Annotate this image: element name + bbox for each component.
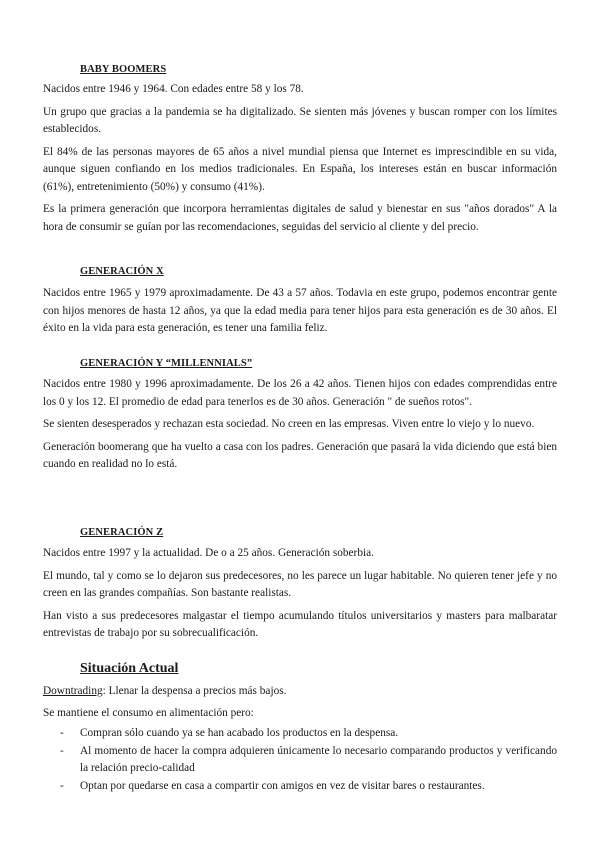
paragraph-downtrading — [43, 683, 557, 701]
heading-situacion-actual: Situación Actual — [80, 661, 179, 676]
list-item: - Al momento de hacer la compra adquieren únicamente lo necesario comparando productos y verificando la relación precio-calidad — [60, 744, 557, 774]
paragraph: Nacidos entre 1946 y 1964. Con edades entre 58 y los 78. — [43, 83, 304, 95]
paragraph: Han visto a sus predecesores malgastar el tiempo acumulando títulos universitarios y masters para malbaratar entrevistas de trabajo por su sobrecualificación. — [43, 609, 557, 639]
heading-baby-boomers: BABY BOOMERS — [80, 64, 167, 75]
paragraph: El 84% de las personas mayores de 65 años a nivel mundial piensa que Internet es imprescindible en su vida, aunque siguen confiando en los medios tradicionales. En España, los intereses están en buscar información (61%), entretenimiento (50%) y consumo (41%). — [43, 145, 557, 193]
section-generacion-x — [43, 285, 557, 338]
paragraph: Se mantiene el consumo en alimentación pero: — [43, 706, 254, 719]
paragraph: Nacidos entre 1997 y la actualidad. De o a 25 años. Generación soberbia. — [43, 547, 374, 559]
paragraph: Nacidos entre 1980 y 1996 aproximadamente. De los 26 a 42 años. Tienen hijos con edades comprendidas entre los 0 y los 12. El promedio de edad para tenerlos es de 30 años. Generación " de sueños rotos". — [43, 378, 557, 408]
paragraph: Un grupo que gracias a la pandemia se ha digitalizado. Se sienten más jóvenes y buscan romper con los límites establecidos. — [43, 105, 557, 135]
downtrading-term: Downtrading — [43, 685, 103, 697]
list-item: - Compran sólo cuando ya se han acabado los productos en la despensa. — [43, 725, 557, 743]
bullet-marker: - — [60, 727, 64, 739]
list-item: - Optan por quedarse en casa a compartir con amigos en vez de visitar bares o restaurantes. — [43, 778, 557, 796]
section-baby-boomers — [43, 81, 557, 236]
section-generacion-y — [43, 376, 557, 474]
heading-generacion-y: GENERACIÓN Y “MILLENNIALS” — [80, 358, 253, 369]
paragraph: El mundo, tal y como se lo dejaron sus predecesores, no les parece un lugar habitable. No quieren tener jefe y no creen en las grandes compañías. Son bastante realistas. — [43, 569, 557, 599]
bullet-list — [43, 725, 557, 795]
paragraph: Nacidos entre 1965 y 1979 aproximadamente. De 43 a 57 años. Todavia en este grupo, podemos encontrar gente con hijos menores de hasta 12 años, ya que la edad media para tener hijos para esta generación es de 30 años. El éxito en la vida para esta generación, es tener una familia feliz. — [43, 287, 557, 334]
bullet-marker: - — [60, 744, 64, 757]
section-generacion-z — [43, 545, 557, 643]
heading-generacion-z: GENERACIÓN Z — [80, 527, 164, 538]
heading-generacion-x: GENERACIÓN X — [80, 266, 164, 277]
paragraph: Generación boomerang que ha vuelto a casa con los padres. Generación que pasará la vida diciendo que está bien cuando en realidad no lo está. — [43, 440, 557, 470]
paragraph: Es la primera generación que incorpora herramientas digitales de salud y bienestar en sus "años dorados" A la hora de consumir se guían por las recomendaciones, seguidas del servicio al cliente y del precio. — [43, 203, 557, 233]
section-situacion-actual — [43, 683, 557, 795]
bullet-marker: - — [60, 779, 64, 792]
downtrading-definition: : Llenar la despensa a precios más bajos. — [102, 685, 287, 697]
paragraph: Se sienten desesperados y rechazan esta sociedad. No creen en las empresas. Viven entre lo viejo y lo nuevo. — [43, 418, 535, 430]
